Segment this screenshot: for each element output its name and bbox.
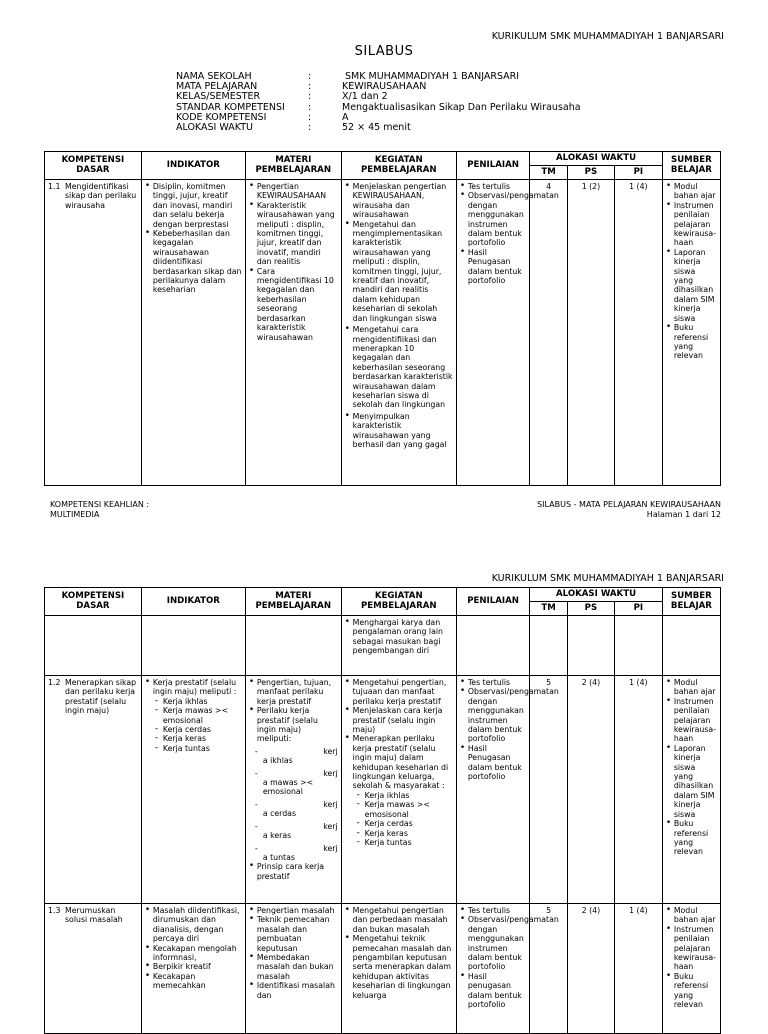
table-row (45, 904, 721, 1034)
info-separator: : (308, 122, 312, 134)
cell-kegiatan (341, 616, 456, 676)
cell-sumber (662, 616, 720, 676)
list-item: • Modul bahan ajar (674, 182, 717, 201)
cell-tm: 4 (530, 180, 568, 486)
info-label: NAMA SEKOLAH (176, 71, 252, 82)
header-indikator: INDIKATOR (141, 588, 245, 616)
materi-intro: Perilaku kerja prestatif (selalu ingin maju) meliputi: (256, 706, 318, 744)
list-item (153, 678, 242, 753)
list-item: • Buku referensi yang relevan (674, 323, 717, 361)
list-item: • Prinsip cara kerja prestatif (257, 862, 338, 881)
materi-sub-b: a mawas >< emosional (262, 778, 314, 797)
list-item: • Observasi/pengamatan dengan menggunakan instrumen dalam bentuk portofolio (468, 915, 526, 971)
header-penilaian: PENILAIAN (456, 588, 529, 616)
kd-text: Merumuskan solusi masalah (65, 906, 123, 925)
kd-text: Menerapkan sikap dan perilaku kerja prestatif (selalu ingin maju) (65, 678, 137, 716)
list-item: • Modul bahan ajar (674, 678, 717, 697)
cell-penilaian (456, 616, 529, 676)
cell-kompetensi-dasar (45, 616, 142, 676)
list-item: • Menjelaskan pengertian KEWIRAUSAHAAN, wirausaha dan wirausahawan (353, 182, 453, 220)
kd-text: Mengidentifikasi sikap dan perilaku wirausaha (65, 182, 137, 210)
footer-page-number: Halaman 1 dari 12 (646, 509, 721, 519)
materi-sub-a: kerj (323, 843, 338, 853)
materi-sub-b: a keras (262, 831, 292, 841)
header-sumber-belajar: SUMBER BELAJAR (662, 588, 720, 616)
list-item: - Kerja mawas >< emosisonal (365, 800, 453, 819)
list-item: • Pengertian, tujuan, manfaat perilaku kerja prestatif (257, 678, 338, 706)
cell-sumber (662, 180, 720, 486)
info-separator: : (308, 81, 312, 93)
info-value: KEWIRAUSAHAAN (342, 81, 427, 93)
list-item: • Disiplin, komitmen tinggi, jujur, kreatif dan inovasi, mandiri dan selalu bekerja dengan berprestasi (153, 182, 242, 229)
list-item: • Instrumen penilaian pelajaran kewirausa-haan (674, 697, 717, 744)
list-item: • Pengertian masalah (257, 906, 338, 915)
materi-sub-item: - kerj a ikhlas (254, 746, 338, 766)
list-item: • Instrumen penilaian pelajaran kewirausa-haan (674, 925, 717, 972)
cell-tm: 5 (530, 904, 568, 1034)
header-ps: PS (567, 166, 614, 180)
info-value: A (342, 111, 349, 123)
list-item: • Menghargai karya dan pengalaman orang lain sebagai masukan bagi pengembangan diri (353, 618, 453, 656)
list-item: - Kerja keras (163, 734, 242, 743)
list-item: • Karakteristik wirausahawan yang meliputi : displin, komitmen tinggi, jujur, kreatif dan inovatif, mandiri dan realitis (257, 201, 338, 267)
kd-number: 1.2 (48, 678, 61, 687)
cell-kompetensi-dasar (45, 180, 142, 486)
header-sumber-belajar: SUMBER BELAJAR (662, 152, 720, 180)
list-item: • Menyimpulkan karakteristik wirausahawan yang berhasil dan yang gagal (353, 412, 453, 450)
materi-sub-b: a tuntas (262, 852, 295, 862)
materi-sub-a: kerj (323, 799, 338, 809)
materi-sub-b: a cerdas (262, 809, 297, 819)
materi-sub-item: - kerj a tuntas (254, 843, 338, 862)
info-block (176, 72, 581, 133)
cell-pi: 1 (4) (614, 676, 662, 904)
header-penilaian: PENILAIAN (456, 152, 529, 180)
table-row (45, 676, 721, 904)
header-ps: PS (567, 602, 614, 616)
list-item: • Tes tertulis (468, 906, 526, 915)
cell-materi (245, 616, 341, 676)
list-item: • Mengetahui dan mengimplementasikan karakteristik wirausahawan yang meliputi : displin, komitmen tinggi, jujur, kreatif dan inovatif, mandiri dan realitis dalam kehidupan keseharian di sekolah dan lingkungan siswa (353, 220, 453, 323)
info-separator: : (308, 71, 312, 82)
materi-sub-item: - kerj a cerdas (254, 799, 338, 819)
list-item: • Hasil Penugasan dalam bentuk portofolio (468, 744, 526, 782)
list-item: - Kerja ikhlas (365, 791, 453, 800)
header-alokasi-waktu: ALOKASI WAKTU (530, 588, 663, 602)
header-tm: TM (530, 602, 568, 616)
cell-kompetensi-dasar (45, 904, 142, 1034)
info-label: KELAS/SEMESTER (176, 91, 261, 103)
cell-materi (245, 676, 341, 904)
header-indikator: INDIKATOR (141, 152, 245, 180)
cell-pi (614, 616, 662, 676)
info-label: ALOKASI WAKTU (176, 122, 253, 134)
table-row (45, 616, 721, 676)
list-item: • Mengetahui pengertian, tujuaan dan manfaat perilaku kerja prestatif (353, 678, 453, 706)
info-separator: : (308, 91, 312, 103)
list-item: - Kerja cerdas (365, 819, 453, 828)
list-item: - Kerja tuntas (163, 744, 242, 753)
cell-kegiatan (341, 180, 456, 486)
list-item: - Kerja tuntas (365, 838, 453, 847)
list-item: - Kerja mawas >< emosional (163, 706, 242, 725)
info-value: SMK MUHAMMADIYAH 1 BANJARSARI (342, 71, 520, 82)
list-item: • Masalah diidentifikasi, dirumuskan dan dianalisis, dengan percaya diri (153, 906, 242, 944)
cell-indikator (141, 676, 245, 904)
cell-penilaian (456, 904, 559, 1034)
header-kompetensi-dasar: KOMPETENSI DASAR (45, 588, 142, 616)
materi-sub-item: - kerj a keras (254, 821, 338, 841)
header-pi: PI (614, 166, 662, 180)
cell-kegiatan (341, 904, 456, 1034)
header-materi: MATERI PEMBELAJARAN (245, 588, 341, 616)
footer-kompetensi-value: MULTIMEDIA (50, 509, 100, 519)
cell-sumber (662, 676, 720, 904)
header-tm: TM (530, 166, 568, 180)
info-row (176, 123, 581, 133)
header-pi: PI (614, 602, 662, 616)
materi-sub-a: kerj (323, 821, 338, 831)
list-item: • Buku referensi yang relevan (674, 972, 717, 1010)
info-label: STANDAR KOMPETENSI (176, 101, 285, 113)
cell-tm (530, 616, 568, 676)
info-value: X/1 dan 2 (342, 91, 388, 103)
list-item: • Buku referensi yang relevan (674, 819, 717, 857)
info-label: MATA PELAJARAN (176, 81, 258, 93)
cell-materi (245, 904, 341, 1034)
list-item: • Tes tertulis (468, 678, 526, 687)
header-kegiatan: KEGIATAN PEMBELAJARAN (341, 152, 456, 180)
list-item: • Tes tertulis (468, 182, 526, 191)
info-separator: : (308, 101, 312, 113)
cell-penilaian (456, 676, 559, 904)
header-kegiatan: KEGIATAN PEMBELAJARAN (341, 588, 456, 616)
materi-sub-item: - kerj a mawas >< emosional (254, 768, 338, 797)
list-item: • Kecakapan memecahkan (153, 972, 242, 991)
cell-indikator (141, 180, 245, 486)
list-item: • Identifikasi masalah dan (257, 981, 338, 1000)
page-header: KURIKULUM SMK MUHAMMADIYAH 1 BANJARSARI (491, 31, 724, 42)
table-row (45, 180, 721, 486)
list-item: • Menerapkan perilaku kerja prestatif (selalu ingin maju) dalam kehidupan keseharian di lingkungan keluarga, sekolah & masyarakat : (353, 734, 453, 790)
cell-penilaian (456, 180, 559, 486)
footer-silabus-label: SILABUS - MATA PELAJARAN KEWIRAUSAHAAN (537, 500, 721, 509)
cell-tm: 5 (530, 676, 568, 904)
list-item: • Berpikir kreatif (153, 962, 242, 971)
list-item: • Cara mengidentifikasi 10 kegagalan dan keberhasilan seseorang berdasarkan karakteristik wirausahawan (257, 267, 338, 342)
cell-materi (245, 180, 341, 486)
materi-sub-a: kerj (323, 746, 338, 756)
cell-sumber (662, 904, 720, 1034)
info-label: KODE KOMPETENSI (176, 111, 267, 123)
footer-kompetensi-label: KOMPETENSI KEAHLIAN : (50, 500, 150, 509)
header-kompetensi-dasar: KOMPETENSI DASAR (45, 152, 142, 180)
list-item: • Modul bahan ajar (674, 906, 717, 925)
list-item: • Teknik pemecahan masalah dan pembuatan keputusan (257, 915, 338, 953)
list-item: • Kecakapan mengolah informnasi, (153, 944, 242, 963)
list-item: • Mengetahui cara mengidentifiikasi dan menerapkan 10 kegagalan dan keberhasilan seseorang berdasarkan karakteristik wirausahawan dalam keseharian siswa di sekolah dan lingkungan (353, 325, 453, 410)
cell-ps: 2 (4) (567, 676, 614, 904)
list-item: • Mengetahui teknik pemecahan masalah dan pengambilan keputusan serta menerapkan dalam kehidupan aktivitas keseharian di lingkungan keluarga (353, 934, 453, 1000)
kd-number: 1.3 (48, 906, 61, 915)
list-item: • Observasi/pengamatan dengan menggunakan instrumen dalam bentuk portofolio (468, 191, 526, 247)
list-item: • Hasil Penugasan dalam bentuk portofolio (468, 248, 526, 286)
header-alokasi-waktu: ALOKASI WAKTU (530, 152, 663, 166)
materi-sub-b: a ikhlas (262, 756, 293, 766)
list-item: • Mengetahui pengertian dan perbedaan masalah dan bukan masalah (353, 906, 453, 934)
list-item: • Membedakan masalah dan bukan masalah (257, 953, 338, 981)
list-item (254, 706, 338, 862)
list-item: • Laporan kinerja siswa yang dihasilkan dalam SIM kinerja siswa (674, 248, 717, 323)
cell-pi: 1 (4) (614, 180, 662, 486)
materi-sub-a: kerj (323, 768, 338, 778)
cell-indikator (141, 904, 245, 1034)
footer-right (537, 500, 721, 519)
indikator-intro: Kerja prestatif (selalu ingin maju) meliputi : (152, 678, 237, 697)
list-item: • Hasil penugasan dalam bentuk portofolio (468, 972, 526, 1010)
info-value: Mengaktualisasikan Sikap Dan Perilaku Wirausaha (342, 101, 581, 113)
list-item: - Kerja ikhlas (163, 697, 242, 706)
kd-number: 1.1 (48, 182, 61, 191)
cell-ps: 1 (2) (567, 180, 614, 486)
page-header: KURIKULUM SMK MUHAMMADIYAH 1 BANJARSARI (491, 573, 724, 584)
silabus-table-page1 (44, 151, 721, 486)
cell-kompetensi-dasar (45, 676, 142, 904)
list-item: • Pengertian KEWIRAUSAHAAN (257, 182, 338, 201)
cell-indikator (141, 616, 245, 676)
list-item: • Observasi/pengamatan dengan menggunakan instrumen dalam bentuk portofolio (468, 687, 526, 743)
list-item: • Menjelaskan cara kerja prestatif (selalu ingin maju) (353, 706, 453, 734)
info-separator: : (308, 111, 312, 123)
header-materi: MATERI PEMBELAJARAN (245, 152, 341, 180)
list-item: • Laporan kinerja siswa yang dihasilkan dalam SIM kinerja siswa (674, 744, 717, 819)
cell-pi: 1 (4) (614, 904, 662, 1034)
silabus-table-page2 (44, 587, 721, 1034)
cell-ps (567, 616, 614, 676)
list-item: • Instrumen penilaian pelajaran kewirausa-haan (674, 201, 717, 248)
list-item: - Kerja keras (365, 829, 453, 838)
cell-kegiatan (341, 676, 456, 904)
cell-ps: 2 (4) (567, 904, 614, 1034)
list-item: - Kerja cerdas (163, 725, 242, 734)
info-value: 52 × 45 menit (342, 122, 411, 134)
footer-left (50, 500, 149, 519)
document-title: SILABUS (354, 44, 414, 59)
list-item: • Kebeberhasilan dan kegagalan wirausahawan diidentifikasi berdasarkan sikap dan perilakunya dalam keseharian (153, 229, 242, 295)
